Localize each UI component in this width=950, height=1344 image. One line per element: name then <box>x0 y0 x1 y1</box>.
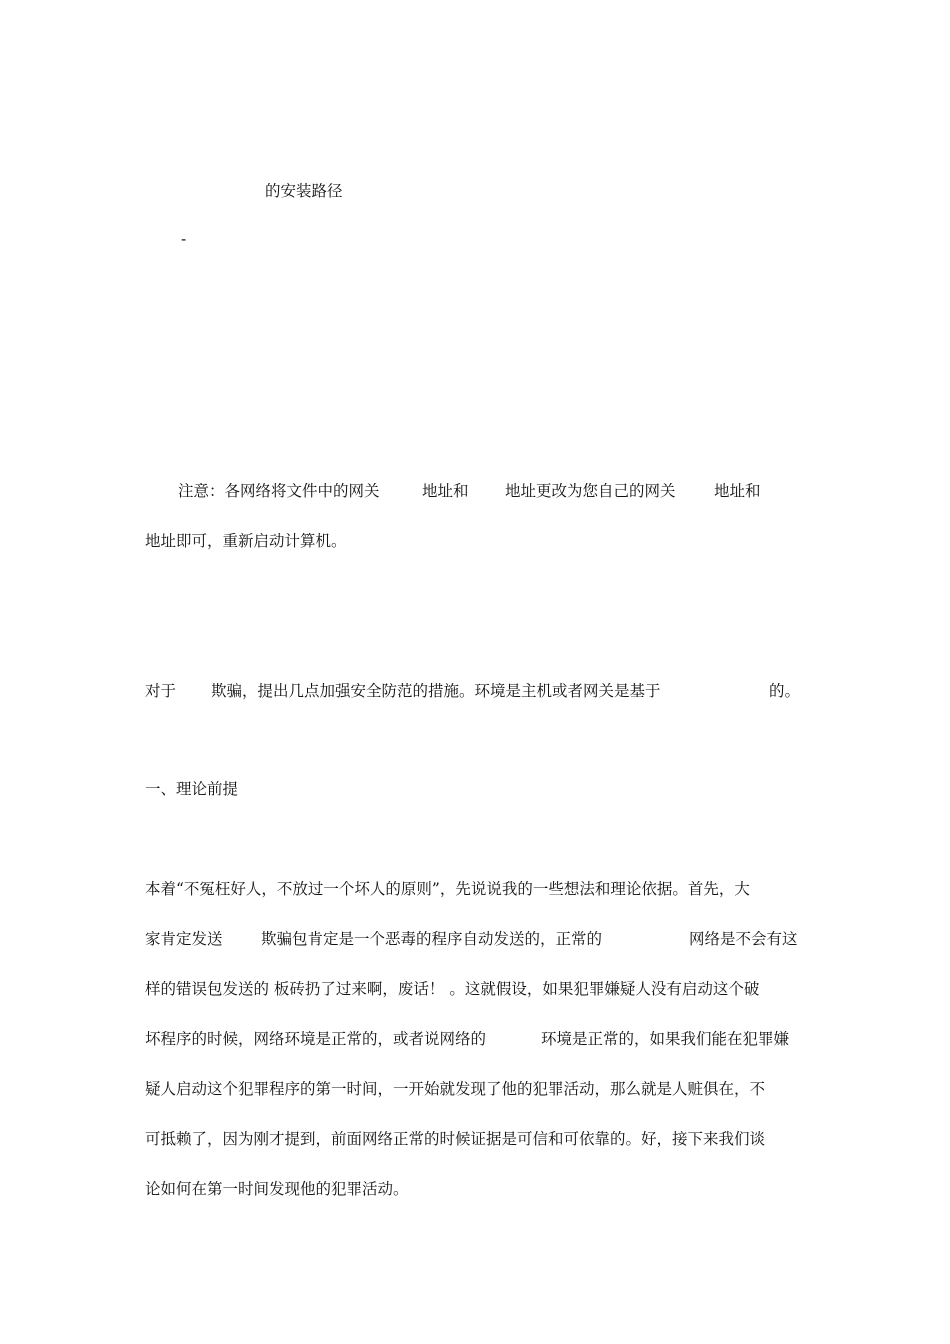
dash-mark <box>181 228 201 250</box>
note-segment: 地址和 <box>714 482 761 500</box>
note-segment: 地址和 <box>422 482 469 500</box>
para-segment: 家肯定发送 <box>145 930 223 948</box>
intro-line <box>145 680 815 702</box>
note-line-2: 地址即可，重新启动计算机。 <box>145 532 347 550</box>
intro-segment: 对于 <box>145 682 177 700</box>
note-segment: 注意：各网络将文件中的网关 <box>178 482 380 500</box>
install-path-text: 的安装路径 <box>265 182 343 200</box>
note-line-1 <box>178 480 798 502</box>
para-line-1: 本着“不冤枉好人，不放过一个坏人的原则”，先说说我的一些想法和理论依据。首先，大 <box>145 880 750 898</box>
para-segment: 环境是正常的，如果我们能在犯罪嫌 <box>541 1030 790 1048</box>
para-line-6: 可抵赖了，因为刚才提到，前面网络正常的时候证据是可信和可依靠的。好，接下来我们谈 <box>145 1130 766 1148</box>
para-segment: 网络是不会有这 <box>689 930 798 948</box>
para-line-5: 疑人启动这个犯罪程序的第一时间，一开始就发现了他的犯罪活动，那么就是人赃俱在，不 <box>145 1080 766 1098</box>
dash-text: - <box>181 230 187 248</box>
para-segment: 坏程序的时候，网络环境是正常的，或者说网络的 <box>145 1030 487 1048</box>
para-line-2 <box>145 928 815 950</box>
para-line-4 <box>145 1028 815 1050</box>
note-segment: 地址更改为您自己的网关 <box>505 482 676 500</box>
intro-segment: 的。 <box>769 682 801 700</box>
para-line-3: 样的错误包发送的 板砖扔了过来啊，废话！ 。这就假设，如果犯罪嫌疑人没有启动这个破 <box>145 980 760 998</box>
section-heading: 一、理论前提 <box>145 780 239 798</box>
para-segment: 欺骗包肯定是一个恶毒的程序自动发送的，正常的 <box>261 930 603 948</box>
para-line-7: 论如何在第一时间发现他的犯罪活动。 <box>145 1180 409 1198</box>
intro-segment: 欺骗，提出几点加强安全防范的措施。环境是主机或者网关是基于 <box>211 682 661 700</box>
